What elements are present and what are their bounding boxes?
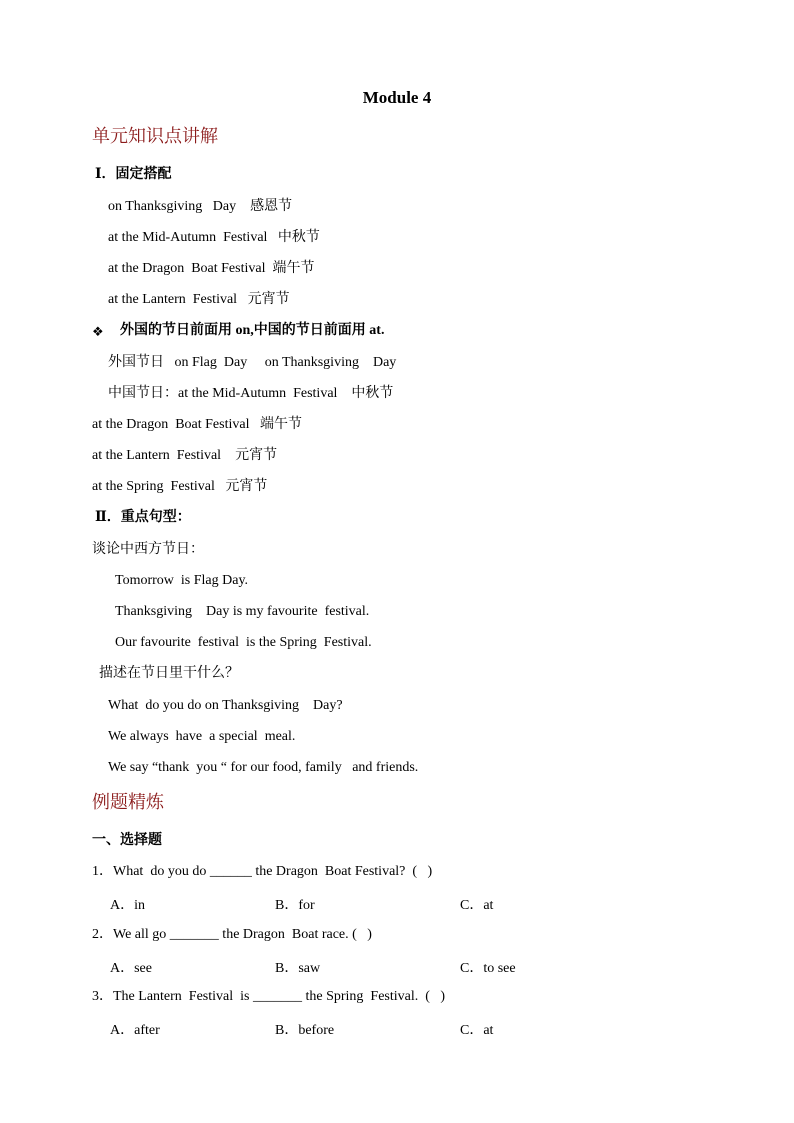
- diamond-bullet-icon: ❖: [92, 324, 104, 339]
- part2-heading: Ⅱ．重点句型：: [95, 510, 191, 525]
- question-stem: 1．What do you do ______ the Dragon Boat Festival? ( ): [92, 864, 433, 879]
- rule-text: 外国的节日前面用 on,中国的节日前面用 at.: [120, 323, 385, 338]
- option-b: B．saw: [275, 961, 321, 976]
- chinese-festival-item: at the Lantern Festival 元宵节: [92, 448, 278, 463]
- option-a: A．in: [110, 898, 145, 913]
- option-c: C．at: [460, 898, 494, 913]
- talk-heading: 谈论中西方节日：: [92, 542, 204, 557]
- exercise-heading: 一、选择题: [92, 833, 162, 848]
- describe-sentence: What do you do on Thanksgiving Day?: [108, 698, 343, 713]
- talk-sentence: Thanksgiving Day is my favourite festival.: [115, 604, 370, 619]
- option-a: A．see: [110, 961, 152, 976]
- foreign-festival-line: 外国节日 on Flag Day on Thanksgiving Day: [108, 355, 397, 370]
- option-b: B．before: [275, 1023, 335, 1038]
- describe-sentence: We say “thank you “ for our food, family and friends.: [108, 760, 419, 775]
- talk-sentence: Tomorrow is Flag Day.: [115, 573, 249, 588]
- talk-sentence: Our favourite festival is the Spring Festival.: [115, 635, 372, 650]
- chinese-festival-item: at the Spring Festival 元宵节: [92, 479, 268, 494]
- phrase-line: at the Mid-Autumn Festival 中秋节: [108, 230, 320, 245]
- phrase-line: at the Lantern Festival 元宵节: [108, 292, 290, 307]
- phrase-line: on Thanksgiving Day 感恩节: [108, 199, 293, 214]
- section-heading-knowledge: 单元知识点讲解: [92, 126, 218, 147]
- part1-heading: Ⅰ．固定搭配: [95, 167, 172, 182]
- option-b: B．for: [275, 898, 315, 913]
- chinese-festival-line: 中国节日：at the Mid-Autumn Festival 中秋节: [108, 386, 394, 401]
- phrase-line: at the Dragon Boat Festival 端午节: [108, 261, 315, 276]
- option-a: A．after: [110, 1023, 160, 1038]
- question-stem: 3．The Lantern Festival is _______ the Spring Festival. ( ): [92, 989, 446, 1004]
- describe-heading: 描述在节日里干什么？: [99, 666, 239, 681]
- section-heading-exercises: 例题精炼: [92, 792, 164, 813]
- question-stem: 2．We all go _______ the Dragon Boat race. ( ): [92, 927, 372, 942]
- page-title: Module 4: [362, 88, 432, 107]
- chinese-festival-item: at the Dragon Boat Festival 端午节: [92, 417, 302, 432]
- option-c: C．to see: [460, 961, 516, 976]
- describe-sentence: We always have a special meal.: [108, 729, 296, 744]
- option-c: C．at: [460, 1023, 494, 1038]
